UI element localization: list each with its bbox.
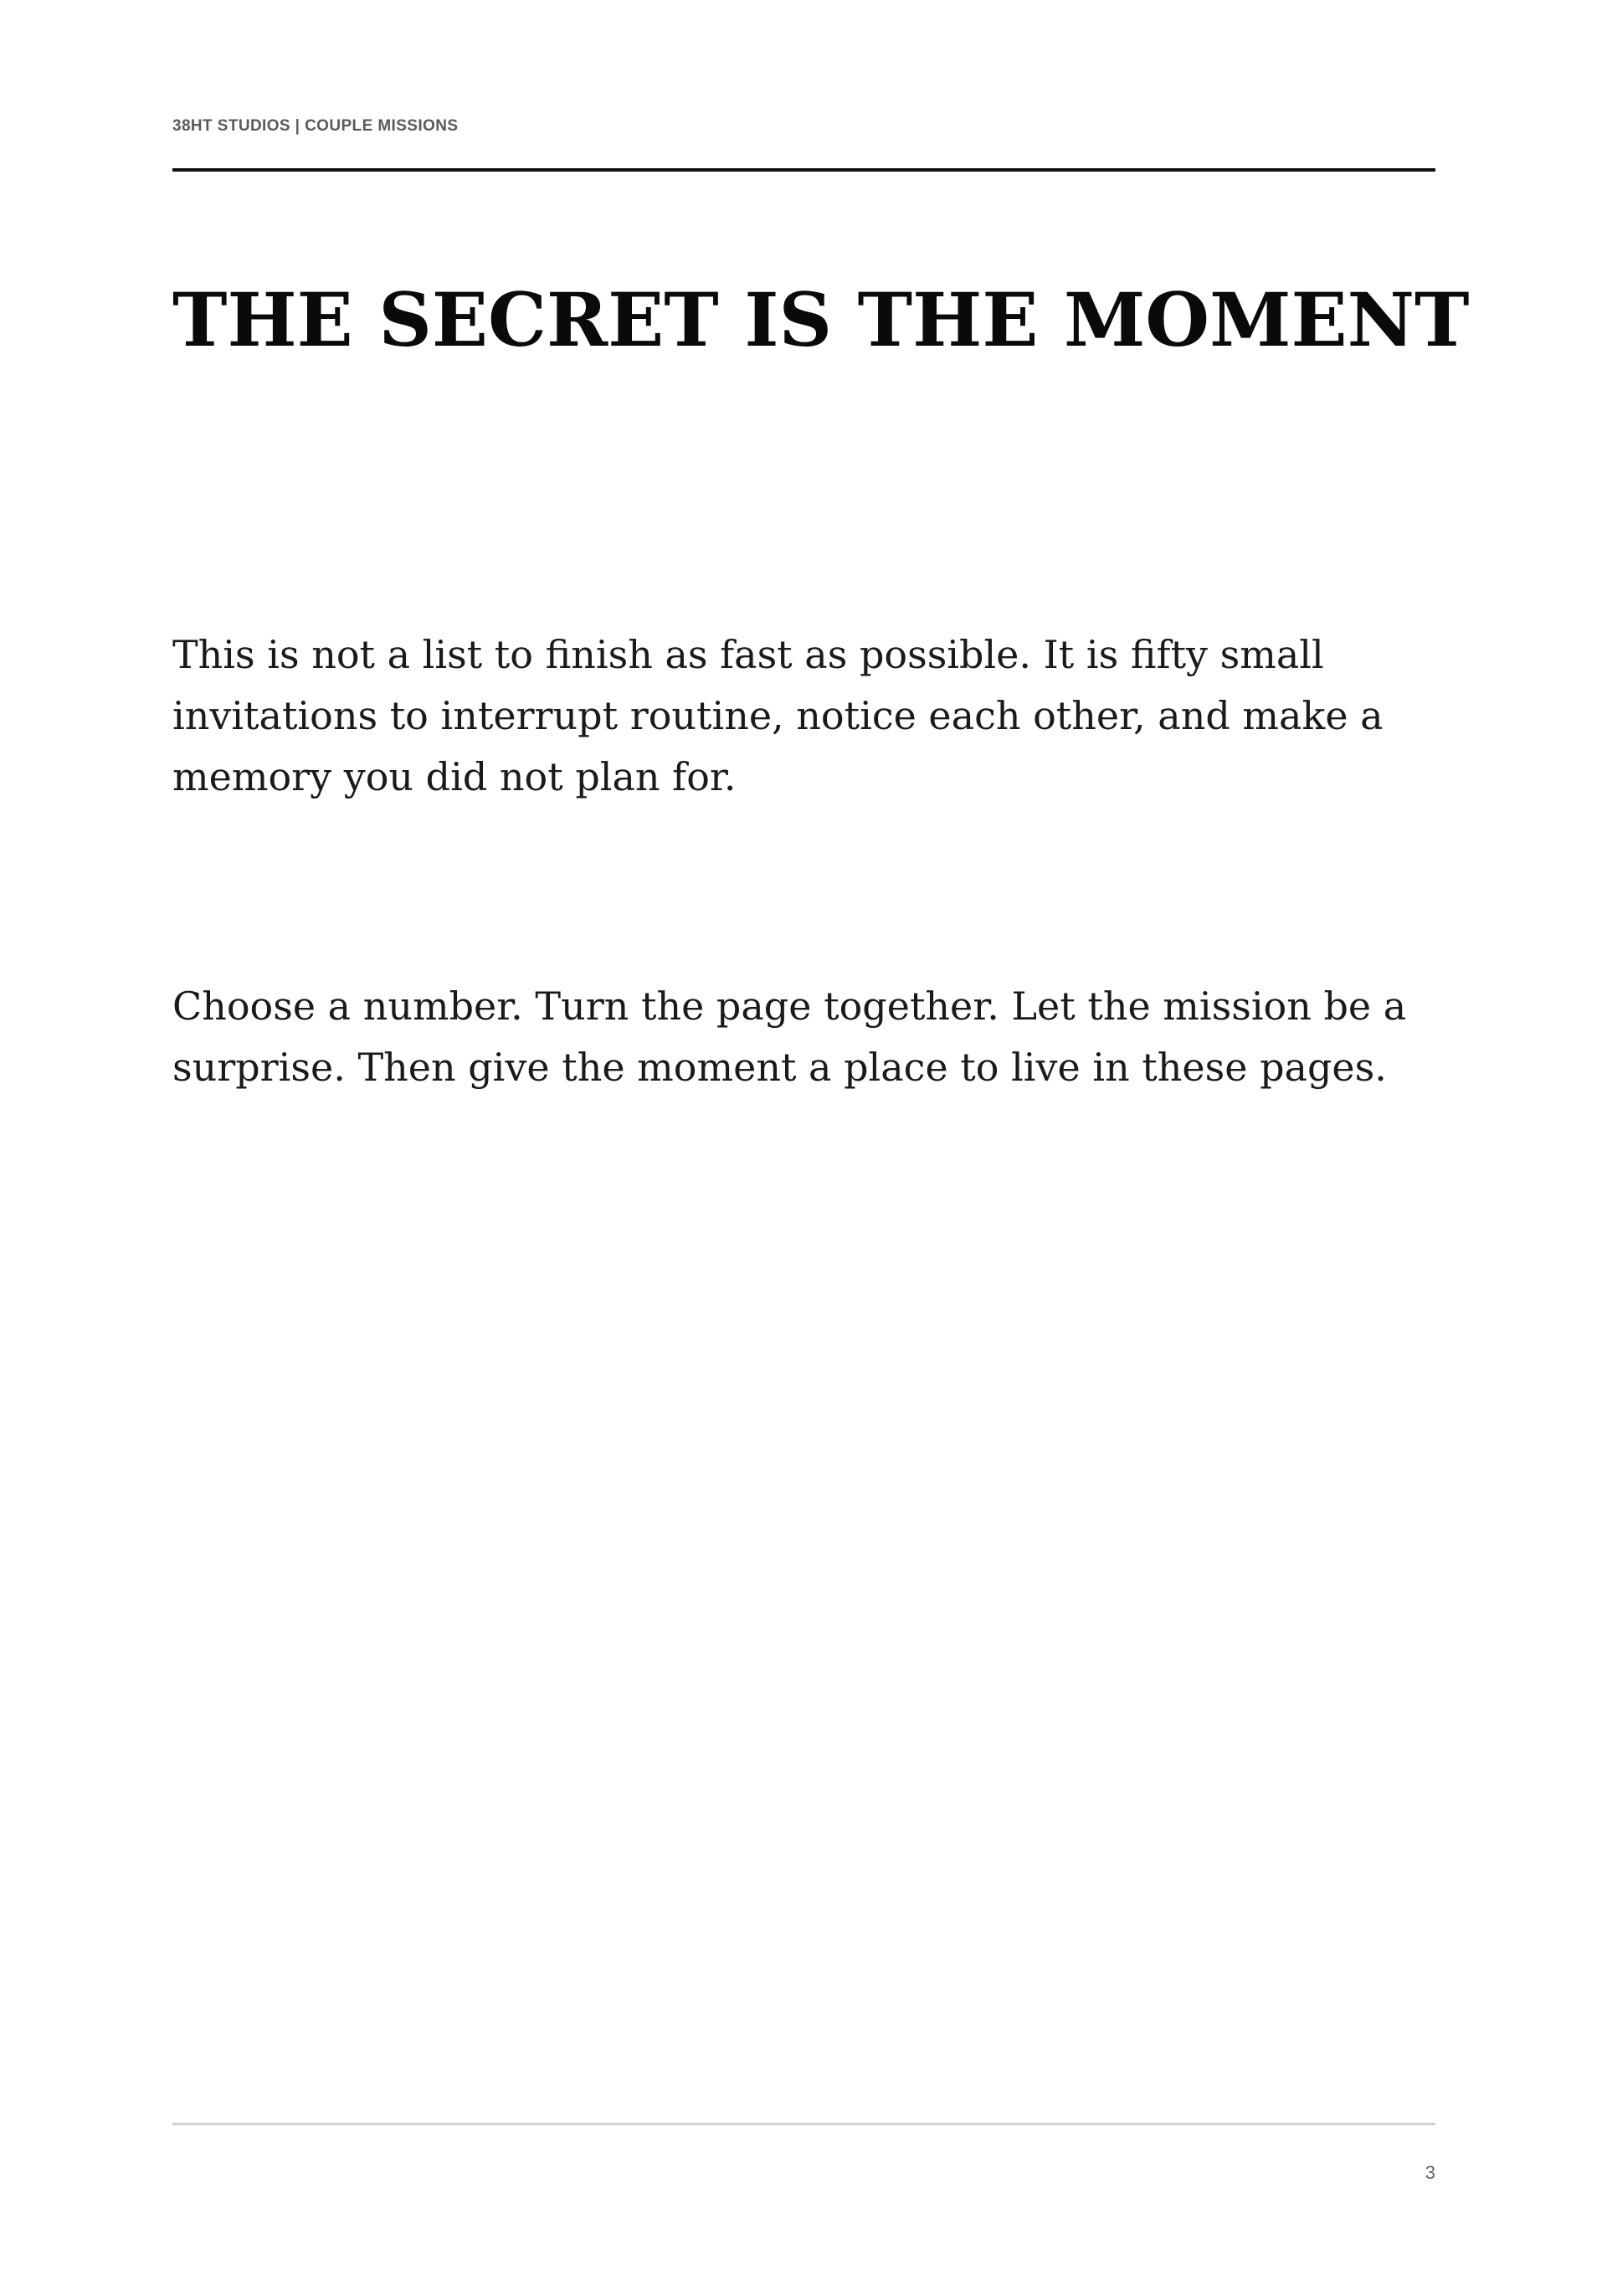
running-header: 38HT STUDIOS | COUPLE MISSIONS xyxy=(172,117,459,135)
page-number: 3 xyxy=(1425,2162,1435,2183)
page-title: THE SECRET IS THE MOMENT xyxy=(172,276,1470,363)
intro-paragraph: This is not a list to finish as fast as possible. It is fifty small invitations to interrupt routine, notice each other, and make a memory you did not plan for. xyxy=(172,632,1384,799)
instructions-paragraph: Choose a number. Turn the page together. Let the mission be a surprise. Then give the moment a place to live in these pages. xyxy=(172,984,1407,1090)
footer-divider xyxy=(172,2123,1435,2125)
header-divider xyxy=(172,168,1435,172)
